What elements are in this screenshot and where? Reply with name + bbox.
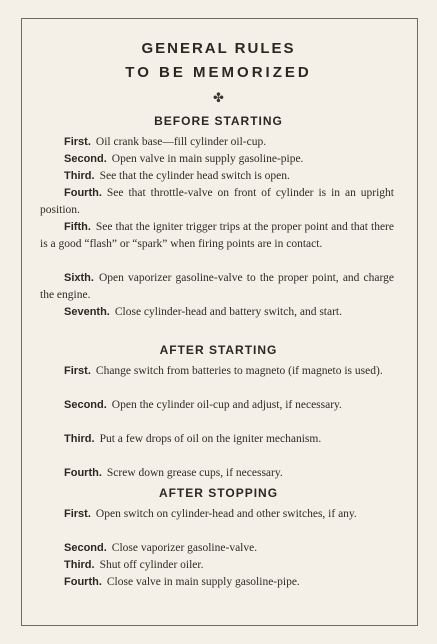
rule-item: [40, 465, 394, 482]
rule-item: [40, 506, 394, 523]
rule-text: Open vaporizer gasoline-valve to the proper point, and charge the engine.: [40, 272, 394, 301]
rule-item: [40, 168, 394, 185]
rule-ordinal: Seventh.: [64, 306, 110, 318]
rule-item: [40, 219, 394, 253]
rule-text: Oil crank base—fill cylinder oil-cup.: [95, 136, 267, 148]
rule-text: See that the cylinder head switch is open.: [99, 170, 290, 182]
section-heading-before-starting: BEFORE STARTING: [154, 114, 283, 128]
rule-text: Close cylinder-head and battery switch, and start.: [114, 306, 343, 318]
rule-ordinal: First.: [64, 136, 91, 148]
title-line-2: TO BE MEMORIZED: [125, 64, 312, 81]
rule-text: Put a few drops of oil on the igniter mechanism.: [99, 433, 322, 445]
rule-ordinal: Third.: [64, 433, 95, 445]
rule-ordinal: Third.: [64, 170, 95, 182]
rule-item: [40, 363, 394, 380]
rule-ordinal: First.: [64, 508, 91, 520]
section-heading-after-starting: AFTER STARTING: [159, 343, 278, 357]
rule-text: See that throttle-valve on front of cylinder is in an upright position.: [40, 187, 394, 216]
rule-ordinal: First.: [64, 365, 91, 377]
section-heading-after-stopping: AFTER STOPPING: [158, 486, 279, 500]
rule-ordinal: Sixth.: [64, 272, 94, 284]
ornament-icon: ✤: [213, 90, 224, 105]
rule-text: Close vaporizer gasoline-valve.: [111, 542, 258, 554]
rule-text: Open the cylinder oil-cup and adjust, if necessary.: [111, 399, 342, 411]
rule-item: [40, 574, 394, 591]
rule-ordinal: Second.: [64, 153, 107, 165]
rule-text: Screw down grease cups, if necessary.: [106, 467, 283, 479]
rule-text: Shut off cylinder oiler.: [99, 559, 204, 571]
rule-ordinal: Fourth.: [64, 467, 102, 479]
rule-text: Change switch from batteries to magneto (if magneto is used).: [95, 365, 383, 377]
rule-ordinal: Fourth.: [64, 576, 102, 588]
rule-item: [40, 270, 394, 304]
rule-ordinal: Second.: [64, 399, 107, 411]
rule-item: [40, 431, 394, 448]
rule-text: See that the igniter trigger trips at the proper point and that there is a good “flash” or “spark” when firing points are in contact.: [40, 221, 394, 250]
title-line-1: GENERAL RULES: [141, 40, 296, 57]
rule-text: Open switch on cylinder-head and other switches, if any.: [95, 508, 357, 520]
page-border: [21, 18, 418, 626]
rule-ordinal: Third.: [64, 559, 95, 571]
rule-text: Close valve in main supply gasoline-pipe.: [106, 576, 300, 588]
rule-item: [40, 397, 394, 414]
rule-ordinal: Fifth.: [64, 221, 91, 233]
rule-ordinal: Second.: [64, 542, 107, 554]
rule-text: Open valve in main supply gasoline-pipe.: [111, 153, 304, 165]
rule-item: [40, 151, 394, 168]
rule-item: [40, 185, 394, 219]
rule-ordinal: Fourth.: [64, 187, 102, 199]
rule-item: [40, 557, 394, 574]
rule-item: [40, 134, 394, 151]
rule-item: [40, 304, 394, 321]
rule-item: [40, 540, 394, 557]
